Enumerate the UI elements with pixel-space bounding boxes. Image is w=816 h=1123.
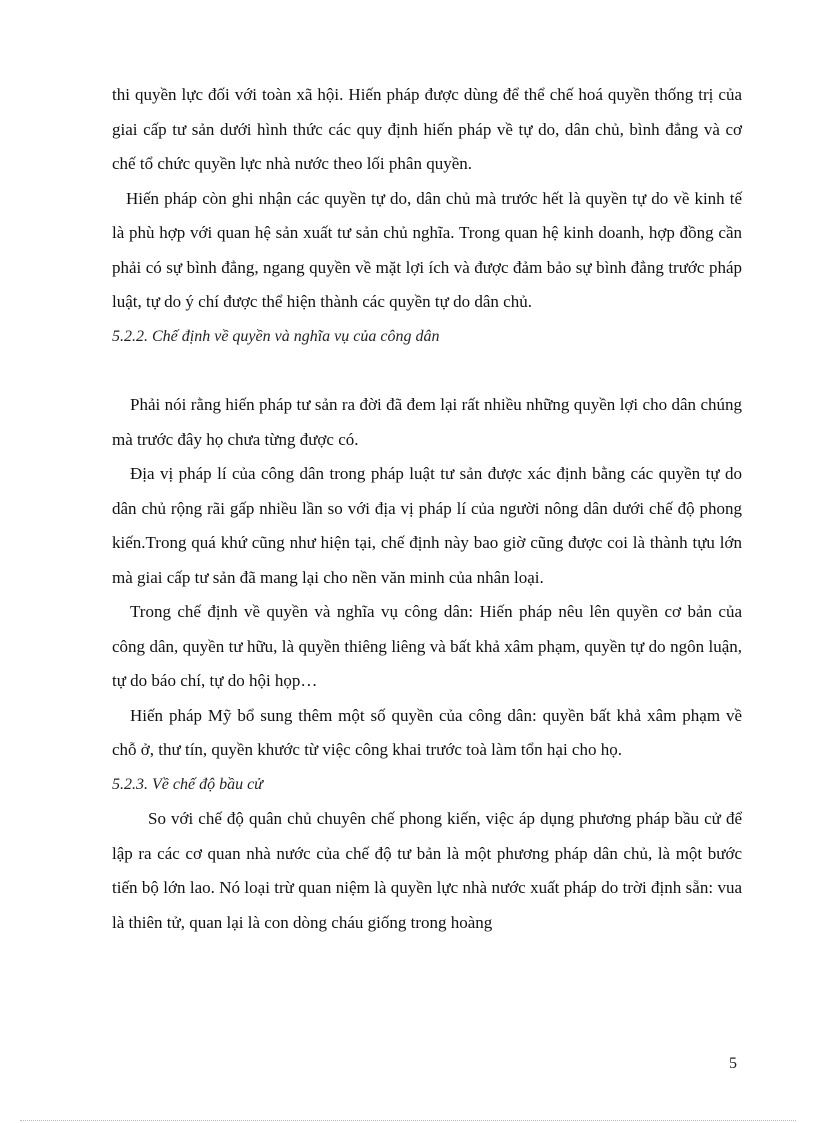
section-heading-citizen-rights: 5.2.2. Chế định về quyền và nghĩa vụ của công dân <box>112 327 440 345</box>
spacer <box>112 354 742 388</box>
paragraph-basic-rights: Trong chế định về quyền và nghĩa vụ công dân: Hiến pháp nêu lên quyền cơ bản của công dân, quyền tư hữu, là quyền thiêng liêng và bất khả xâm phạm, quyền tự do ngôn luận, tự do báo chí, tự do hội họp… <box>112 602 742 690</box>
paragraph-us-constitution: Hiến pháp Mỹ bổ sung thêm một số quyền của công dân: quyền bất khả xâm phạm về chỗ ở, thư tín, quyền khước từ việc công khai trước toà làm tổn hại cho họ. <box>112 705 742 759</box>
body-text <box>112 78 742 940</box>
paragraph-election-method: So với chế độ quân chủ chuyên chế phong kiến, việc áp dụng phương pháp bầu cử để lập ra các cơ quan nhà nước của chế độ tư bản là một phương pháp dân chủ, là một bước tiến bộ lớn lao. Nó loại trừ quan niệm là quyền lực nhà nước xuất pháp do trời định sẵn: vua là thiên tử, quan lại là con dòng cháu giống trong hoàng <box>112 809 742 932</box>
paragraph-constitution-power: thi quyền lực đối với toàn xã hội. Hiến pháp được dùng để thể chế hoá quyền thống trị của giai cấp tư sản dưới hình thức các quy định hiến pháp về tự do, dân chủ, bình đẳng và cơ chế tổ chức quyền lực nhà nước theo lối phân quyền. <box>112 85 742 173</box>
footer-divider <box>20 1120 796 1121</box>
page-number: 5 <box>729 1055 737 1072</box>
paragraph-economic-freedom: Hiến pháp còn ghi nhận các quyền tự do, dân chủ mà trước hết là quyền tự do về kinh tế là phù hợp với quan hệ sản xuất tư sản chủ nghĩa. Trong quan hệ kinh doanh, hợp đồng cần phải có sự bình đẳng, ngang quyền về mặt lợi ích và được đảm bảo sự bình đẳng trước pháp luật, tự do ý chí được thể hiện thành các quyền tự do dân chủ. <box>112 188 742 311</box>
paragraph-bourgeois-constitution: Phải nói rằng hiến pháp tư sản ra đời đã đem lại rất nhiều những quyền lợi cho dân chúng mà trước đây họ chưa từng được có. <box>112 395 742 449</box>
paragraph-legal-status: Địa vị pháp lí của công dân trong pháp luật tư sản được xác định bằng các quyền tự do dân chủ rộng rãi gấp nhiều lần so với địa vị pháp lí của người nông dân dưới chế độ phong kiến.Trong quá khứ cũng như hiện tại, chế định này bao giờ cũng được coi là thành tựu lớn mà giai cấp tư sản đã mang lại cho nền văn minh của nhân loại. <box>112 464 742 587</box>
section-heading-elections: 5.2.3. Về chế độ bầu cử <box>112 775 263 793</box>
